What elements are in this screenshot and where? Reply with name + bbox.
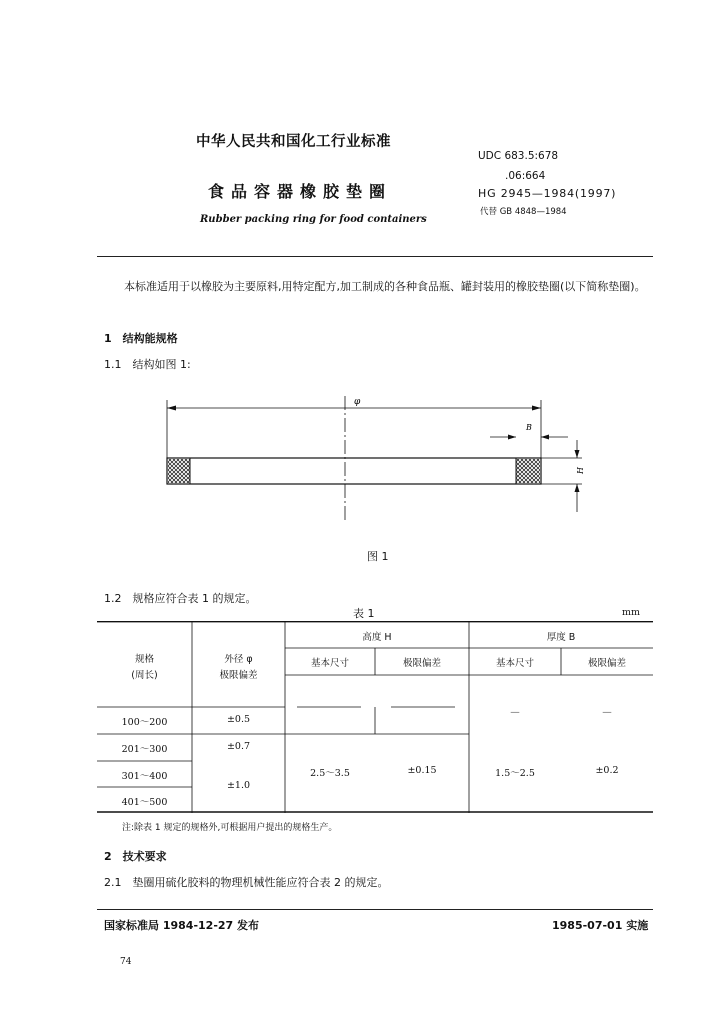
item-1-1: 1.1 结构如图 1: xyxy=(104,358,191,371)
issue-date: 国家标准局 1984-12-27 发布 xyxy=(104,919,260,932)
item-2-1: 2.1 垫圈用硫化胶料的物理机械性能应符合表 2 的规定。 xyxy=(104,876,389,889)
replaces-standard: 代替 GB 4848—1984 xyxy=(480,207,567,217)
document-title-english: Rubber packing ring for food containers xyxy=(200,214,427,225)
header-outer-diameter: 外径 φ xyxy=(224,654,253,665)
section-1-heading: 1 结构能规格 xyxy=(104,332,178,345)
rows-3-4-outer-tolerance: ±1.0 xyxy=(226,780,251,791)
right-section-hatch xyxy=(516,459,540,483)
row-2-spec: 201～300 xyxy=(121,744,168,755)
row-1-outer-tolerance: ±0.5 xyxy=(226,714,251,725)
header-height-tolerance: 极限偏差 xyxy=(402,658,441,669)
udc-line-1: UDC 683.5:678 xyxy=(478,150,559,162)
top-rule xyxy=(97,256,653,257)
row-3-spec: 301～400 xyxy=(121,771,168,782)
thickness-basic-dash: — xyxy=(510,707,520,718)
thickness-tolerance-dash: — xyxy=(602,707,612,718)
document-title: 食品容器橡胶垫圈 xyxy=(208,182,393,201)
thickness-arrow-right xyxy=(541,435,549,440)
table-1-specifications xyxy=(97,621,653,813)
header-thickness-tolerance: 极限偏差 xyxy=(587,658,626,669)
row-4-spec: 401～500 xyxy=(121,797,168,808)
diameter-arrow-right xyxy=(532,406,541,411)
section-2-heading: 2 技术要求 xyxy=(104,850,167,863)
ring-cross-section-drawing xyxy=(150,388,590,528)
header-spec-sub: (周长) xyxy=(131,670,158,681)
thickness-basic-value: 1.5～2.5 xyxy=(495,768,535,779)
row-2-outer-tolerance: ±0.7 xyxy=(226,741,251,752)
diameter-arrow-left xyxy=(167,406,176,411)
header-thickness-group: 厚度 B xyxy=(546,632,576,643)
udc-line-2: .06:664 xyxy=(505,170,546,182)
item-1-2: 1.2 规格应符合表 1 的规定。 xyxy=(104,592,257,605)
header-spec: 规格 xyxy=(134,654,154,665)
thickness-tolerance-value: ±0.2 xyxy=(595,765,619,776)
header-height-group: 高度 H xyxy=(362,632,392,643)
table-1-unit: mm xyxy=(622,607,641,618)
height-label: H xyxy=(576,467,585,474)
height-tolerance-value: ±0.15 xyxy=(407,765,437,776)
bottom-rule xyxy=(97,909,653,910)
thickness-arrow-left xyxy=(508,435,516,440)
left-section-hatch xyxy=(168,459,190,483)
table-1-title: 表 1 xyxy=(353,607,375,620)
page-number: 74 xyxy=(120,957,132,967)
standard-title: 中华人民共和国化工行业标准 xyxy=(196,134,391,150)
implementation-date: 1985-07-01 实施 xyxy=(552,919,649,932)
height-arrow-top xyxy=(575,450,580,458)
figure-1-ring-structure xyxy=(150,388,590,532)
thickness-label: B xyxy=(526,423,532,432)
height-arrow-bottom xyxy=(575,484,580,492)
row-1-spec: 100～200 xyxy=(121,717,168,728)
table-1-note: 注:除表 1 规定的规格外,可根据用户提出的规格生产。 xyxy=(122,823,338,833)
figure-caption: 图 1 xyxy=(367,550,389,563)
standard-code: HG 2945—1984(1997) xyxy=(478,187,617,200)
diameter-label: φ xyxy=(354,397,361,407)
header-height-basic: 基本尺寸 xyxy=(310,658,349,669)
height-basic-value: 2.5～3.5 xyxy=(310,768,350,779)
header-outer-tolerance: 极限偏差 xyxy=(219,670,258,681)
ring-body xyxy=(167,458,541,484)
intro-paragraph: 本标准适用于以橡胶为主要原料,用特定配方,加工制成的各种食品瓶、罐封装用的橡胶垫圈(以下简称垫圈)。 xyxy=(124,280,646,293)
header-thickness-basic: 基本尺寸 xyxy=(495,658,534,669)
